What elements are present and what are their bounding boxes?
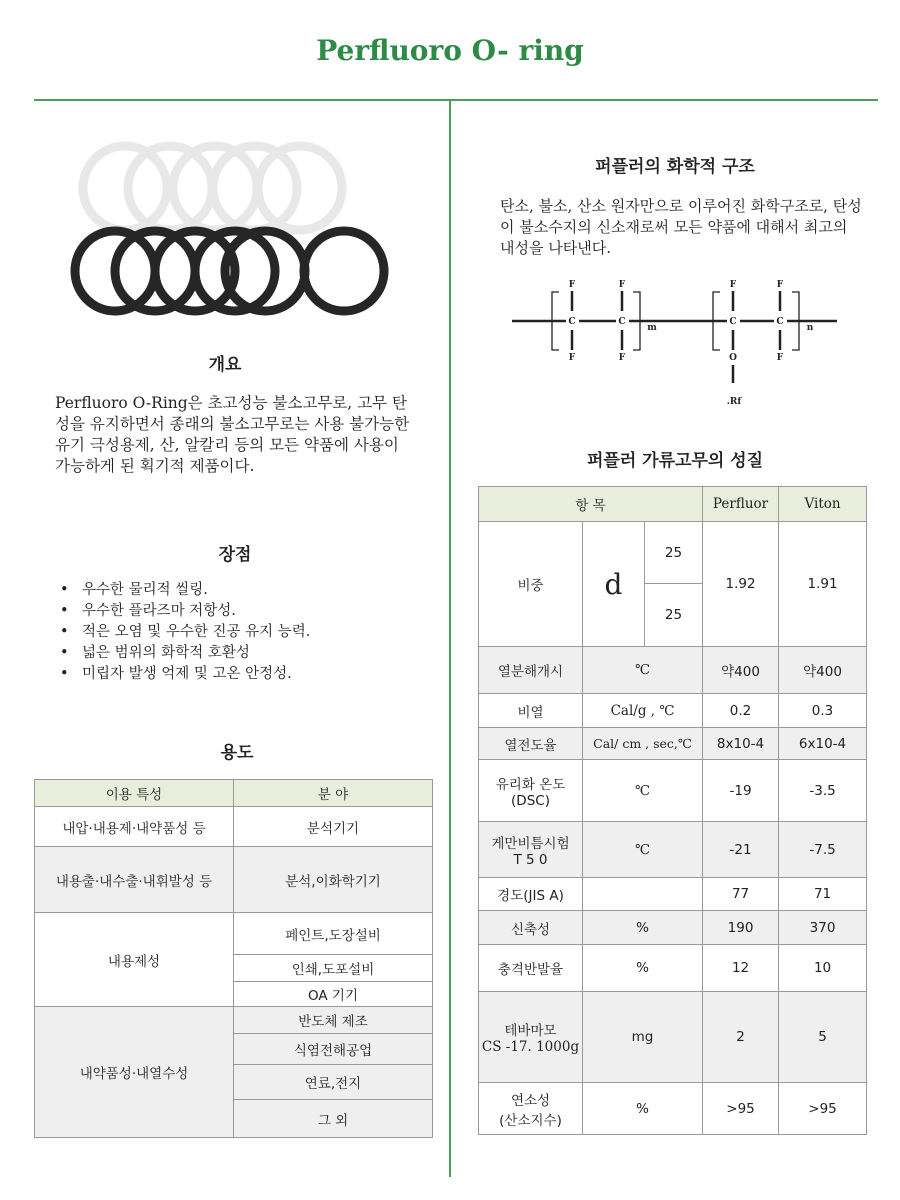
table-cell: 8x10-4: [703, 728, 779, 760]
density-symbol: d: [583, 522, 645, 647]
table-cell: 연료,전지: [234, 1065, 433, 1100]
cell-line: 게만비틈시험: [491, 835, 570, 852]
table-cell: 약400: [779, 647, 867, 694]
usage-table: [34, 779, 433, 1138]
table-cell: 370: [779, 911, 867, 945]
f-atom: F: [776, 353, 784, 363]
o-ring-photo: [60, 128, 400, 328]
table-cell: mg: [583, 992, 703, 1083]
table-cell: 약400: [703, 647, 779, 694]
table-header: Perfluor: [703, 487, 779, 522]
column-divider: [449, 99, 451, 1177]
table-cell: 반도체 제조: [234, 1007, 433, 1034]
table-cell: Cal/g , ℃: [583, 694, 703, 728]
list-item: • 넓은 범위의 화학적 호환성: [60, 643, 310, 664]
rf-group: .Rf: [726, 397, 742, 407]
table-cell: 6x10-4: [779, 728, 867, 760]
table-cell: %: [583, 911, 703, 945]
black-ring: [304, 231, 384, 311]
table-header: 이용 특성: [35, 780, 234, 807]
list-item: • 우수한 물리적 씰링.: [60, 580, 310, 601]
table-cell: ℃: [583, 647, 703, 694]
table-cell: %: [583, 945, 703, 992]
table-cell: [583, 878, 703, 911]
c-atom: C: [729, 317, 737, 327]
o-atom: O: [729, 353, 737, 363]
table-cell: -3.5: [779, 760, 867, 822]
usage-heading: 용도: [220, 743, 254, 763]
table-cell: 충격반발율: [479, 945, 583, 992]
f-atom: F: [729, 280, 737, 290]
cell-line: 유리화 온도: [495, 776, 566, 793]
table-cell: 경도(JIS A): [479, 878, 583, 911]
properties-table: [478, 486, 867, 1135]
table-cell: 인쇄,도포설비: [234, 955, 433, 982]
table-cell: >95: [703, 1083, 779, 1135]
table-cell: 내약품성·내열수성: [35, 1007, 234, 1138]
chemical-structure-diagram: [512, 278, 842, 408]
table-cell: 1.92: [703, 522, 779, 647]
table-cell: 1.91: [779, 522, 867, 647]
table-cell: 2: [703, 992, 779, 1083]
table-cell: 그 외: [234, 1100, 433, 1138]
advantages-heading: 장점: [218, 545, 252, 565]
table-cell: [479, 1083, 583, 1135]
cell-line: CS -17. 1000g: [481, 1039, 580, 1055]
table-cell: 내용제성: [35, 913, 234, 1007]
f-atom: F: [568, 280, 576, 290]
table-cell: 열전도율: [479, 728, 583, 760]
table-cell: 12: [703, 945, 779, 992]
table-cell: 비중: [479, 522, 583, 647]
table-cell: -19: [703, 760, 779, 822]
table-cell: >95: [779, 1083, 867, 1135]
table-cell: -7.5: [779, 822, 867, 878]
c-atom: C: [776, 317, 784, 327]
table-cell: [479, 760, 583, 822]
table-cell: 신축성: [479, 911, 583, 945]
table-cell: -21: [703, 822, 779, 878]
list-item: • 우수한 플라즈마 저항성.: [60, 601, 310, 622]
table-cell: Cal/ cm , sec,℃: [583, 728, 703, 760]
table-cell: 내압·내용제·내약품성 등: [35, 807, 234, 847]
table-cell: 25: [645, 584, 703, 647]
table-cell: 열분해개시: [479, 647, 583, 694]
c-atom: C: [568, 317, 576, 327]
table-cell: [479, 822, 583, 878]
table-header: 분 야: [234, 780, 433, 807]
subscript-m: m: [647, 323, 657, 333]
f-atom: F: [618, 280, 626, 290]
cell-line: (산소지수): [499, 1112, 562, 1129]
title-divider: [34, 99, 878, 101]
f-atom: F: [568, 353, 576, 363]
f-atom: F: [618, 353, 626, 363]
table-cell: 분석,이화학기기: [234, 847, 433, 913]
table-cell: 5: [779, 992, 867, 1083]
list-item: • 적은 오염 및 우수한 진공 유지 능력.: [60, 622, 310, 643]
page-title: Perfluoro O- ring: [316, 34, 584, 67]
table-cell: 77: [703, 878, 779, 911]
cell-line: (DSC): [511, 792, 550, 809]
f-atom: F: [776, 280, 784, 290]
table-cell: 식염전해공업: [234, 1034, 433, 1065]
table-cell: 0.2: [703, 694, 779, 728]
table-cell: 페인트,도장설비: [234, 913, 433, 955]
list-item: • 미립자 발생 억제 및 고온 안정성.: [60, 664, 310, 685]
table-cell: 내용출·내수출·내휘발성 등: [35, 847, 234, 913]
overview-text: Perfluoro O-Ring은 초고성능 불소고무로, 고무 탄성을 유지하면서 종래의 불소고무로는 사용 불가능한 유기 극성용제, 산, 알칼리 등의 모든 약품에 사용이 가능하게 된 획기적 제품이다.: [55, 394, 410, 475]
overview-heading: 개요: [208, 355, 242, 375]
subscript-n: n: [806, 323, 814, 333]
table-cell: 190: [703, 911, 779, 945]
c-atom: C: [618, 317, 626, 327]
table-cell: OA 기기: [234, 982, 433, 1007]
cell-line: T 5 0: [513, 851, 548, 868]
cell-line: 테바마모: [504, 1023, 557, 1039]
cell-line: 연소성: [510, 1092, 551, 1109]
table-cell: 0.3: [779, 694, 867, 728]
structure-heading: 퍼플러의 화학적 구조: [595, 157, 755, 177]
table-header: 항 목: [479, 487, 703, 522]
table-cell: [479, 992, 583, 1083]
table-cell: 25: [645, 522, 703, 584]
table-cell: ℃: [583, 760, 703, 822]
structure-text: 탄소, 불소, 산소 원자만으로 이루어진 화학구조로, 탄성이 불소수지의 신소재로써 모든 약품에 대해서 최고의 내성을 나타낸다.: [500, 197, 862, 257]
table-cell: 비열: [479, 694, 583, 728]
properties-heading: 퍼플러 가류고무의 성질: [586, 451, 764, 471]
table-cell: %: [583, 1083, 703, 1135]
advantages-list: [60, 580, 310, 685]
table-cell: 71: [779, 878, 867, 911]
table-cell: ℃: [583, 822, 703, 878]
table-cell: 10: [779, 945, 867, 992]
table-cell: 분석기기: [234, 807, 433, 847]
table-header: Viton: [779, 487, 867, 522]
